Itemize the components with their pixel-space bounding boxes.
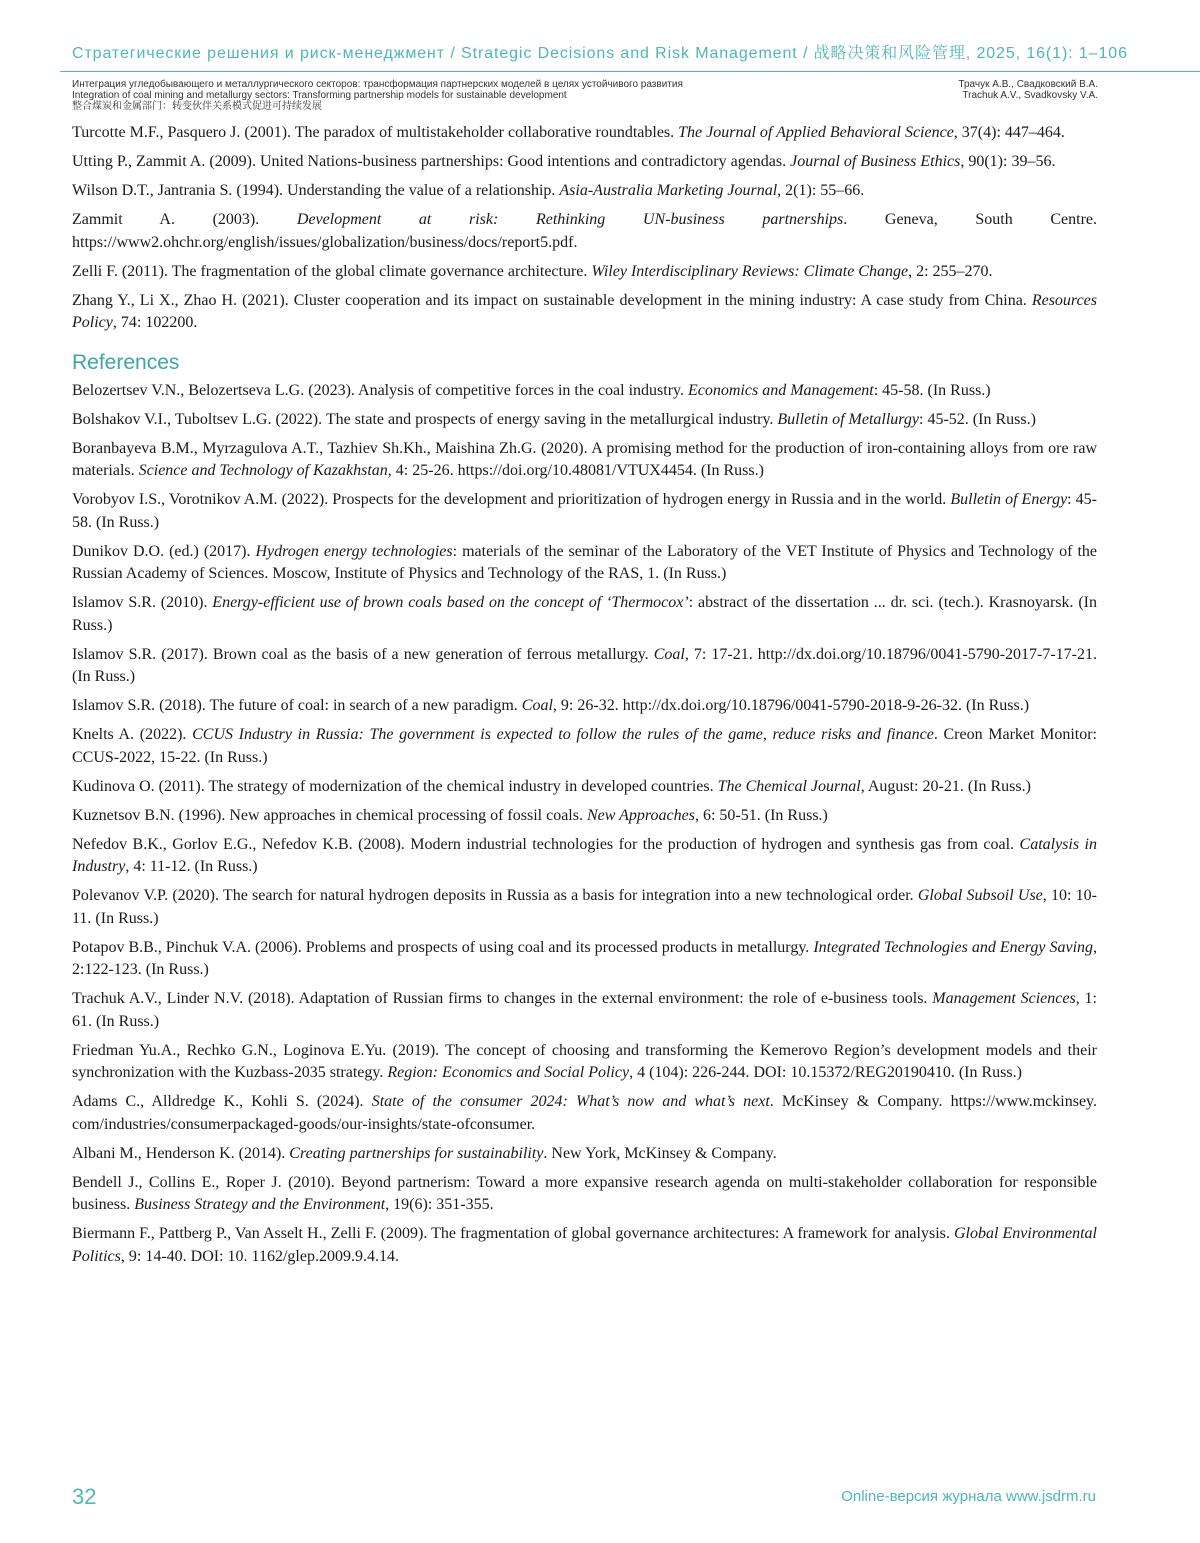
reference-entry — [72, 1091, 1097, 1136]
reference-text: Knelts A. (2022). — [72, 726, 192, 743]
reference-details: , 74: 102200. — [113, 314, 197, 331]
reference-details: , 90(1): 39–56. — [960, 153, 1055, 170]
reference-entry — [72, 592, 1097, 637]
reference-source-title: Wiley Interdisciplinary Reviews: Climate Change — [591, 263, 908, 280]
reference-details: : 45-58. (In Russ.) — [72, 491, 1097, 531]
reference-text: Polevanov V.P. (2020). The search for natural hydrogen deposits in Russia as a basis for integration into a new technological order. — [72, 887, 918, 904]
reference-details: : materials of the seminar of the Laboratory of the VET Institute of Physics and Technology of the Russian Academy of Sciences. Moscow, Institute of Physics and Technology of the RAS, 1. (In Russ.) — [72, 543, 1097, 583]
reference-text: Zammit A. (2003). — [72, 211, 297, 228]
reference-entry — [72, 290, 1097, 335]
reference-entry — [72, 1040, 1097, 1085]
reference-entry — [72, 1172, 1097, 1217]
reference-source-title: State of the consumer 2024: What’s now and what’s next — [372, 1093, 770, 1110]
reference-entry — [72, 489, 1097, 534]
reference-source-title: Economics and Management — [688, 382, 874, 399]
reference-entry — [72, 541, 1097, 586]
reference-text: Islamov S.R. (2010). — [72, 594, 212, 611]
reference-text: Kuznetsov B.N. (1996). New approaches in chemical processing of fossil coals. — [72, 807, 587, 824]
reference-source-title: Journal of Business Ethics — [790, 153, 960, 170]
reference-source-title: Business Strategy and the Environment — [134, 1196, 385, 1213]
reference-text: Bendell J., Collins E., Roper J. (2010). Beyond partnerism: Toward a more expansive research agenda on multi-stakeholder collaboration for responsible business. — [72, 1174, 1097, 1214]
header-divider — [60, 71, 1200, 72]
reference-text: Islamov S.R. (2018). The future of coal: in search of a new paradigm. — [72, 697, 522, 714]
reference-text: Bolshakov V.I., Tuboltsev L.G. (2022). The state and prospects of energy saving in the metallurgical industry. — [72, 411, 777, 428]
reference-details: , 4 (104): 226-244. DOI: 10.15372/REG20190410. (In Russ.) — [629, 1064, 1022, 1081]
reference-text: Kudinova O. (2011). The strategy of modernization of the chemical industry in developed countries. — [72, 778, 718, 795]
reference-entry — [72, 1143, 1097, 1166]
reference-entry — [72, 209, 1097, 254]
reference-text: Zhang Y., Li X., Zhao H. (2021). Cluster cooperation and its impact on sustainable development in the mining industry: A case study from China. — [72, 292, 1032, 309]
reference-details: , 9: 26-32. http://dx.doi.org/10.18796/0041-5790-2018-9-26-32. (In Russ.) — [553, 697, 1029, 714]
reference-details: : 45-58. (In Russ.) — [874, 382, 991, 399]
reference-source-title: Global Environmental Politics — [72, 1225, 1097, 1265]
reference-entry — [72, 380, 1097, 403]
reference-source-title: Energy-efficient use of brown coals based on the concept of ‘Thermocox’ — [212, 594, 688, 611]
page-number: 32 — [72, 1484, 96, 1510]
reference-details: , 37(4): 447–464. — [954, 124, 1065, 141]
reference-details: : 45-52. (In Russ.) — [919, 411, 1036, 428]
reference-source-title: Coal — [522, 697, 553, 714]
reference-source-title: CCUS Industry in Russia: The government is expected to follow the rules of the game, reduce risks and finance — [192, 726, 934, 743]
reference-text: Zelli F. (2011). The fragmentation of the global climate governance architecture. — [72, 263, 591, 280]
reference-entry — [72, 1223, 1097, 1268]
reference-details: , 19(6): 351-355. — [385, 1196, 493, 1213]
reference-source-title: Creating partnerships for sustainability — [289, 1145, 543, 1162]
reference-text: Trachuk A.V., Linder N.V. (2018). Adaptation of Russian firms to changes in the external environment: the role of e-business tools. — [72, 990, 932, 1007]
reference-details: , 1: 61. (In Russ.) — [72, 990, 1097, 1030]
article-authors-ru: Трачук А.В., Свадковский В.А. — [958, 79, 1098, 90]
reference-source-title: Asia-Australia Marketing Journal — [559, 182, 777, 199]
reference-entry — [72, 988, 1097, 1033]
reference-details: , 2:122-123. (In Russ.) — [72, 939, 1097, 979]
references-heading: References — [72, 349, 1097, 377]
reference-details: , August: 20-21. (In Russ.) — [861, 778, 1031, 795]
reference-text: Biermann F., Pattberg P., Van Asselt H., Zelli F. (2009). The fragmentation of global governance architectures: A framework for analysis. — [72, 1225, 954, 1242]
reference-source-title: Bulletin of Energy — [950, 491, 1067, 508]
reference-source-title: Science and Technology of Kazakhstan — [139, 462, 388, 479]
reference-details: , 7: 17-21. http://dx.doi.org/10.18796/0041-5790-2017-7-17-21. (In Russ.) — [72, 646, 1097, 686]
reference-entry — [72, 409, 1097, 432]
reference-text: Wilson D.T., Jantrania S. (1994). Understanding the value of a relationship. — [72, 182, 559, 199]
reference-details: . McKinsey & Company. https://www.mckinsey. com/industries/consumerpackaged-goods/our-insights/state-ofconsumer. — [72, 1093, 1097, 1133]
reference-details: , 2: 255–270. — [908, 263, 992, 280]
reference-details: , 6: 50-51. (In Russ.) — [695, 807, 828, 824]
reference-details: , 9: 14-40. DOI: 10. 1162/glep.2009.9.4.14. — [121, 1248, 399, 1265]
reference-content — [72, 122, 1097, 1275]
reference-text: Friedman Yu.A., Rechko G.N., Loginova E.Yu. (2019). The concept of choosing and transforming the Kemerovo Region’s development models and their synchronization with the Kuzbass-2035 strategy. — [72, 1042, 1097, 1082]
reference-entry — [72, 438, 1097, 483]
reference-details: . Creon Market Monitor: CCUS-2022, 15-22. (In Russ.) — [72, 726, 1097, 766]
reference-list — [72, 380, 1097, 1269]
reference-entry — [72, 151, 1097, 174]
reference-text: Albani M., Henderson K. (2014). — [72, 1145, 289, 1162]
reference-entry — [72, 122, 1097, 145]
reference-details: : abstract of the dissertation ... dr. sci. (tech.). Krasnoyarsk. (In Russ.) — [72, 594, 1097, 634]
reference-source-title: Coal — [654, 646, 685, 663]
article-authors-en: Trachuk A.V., Svadkovsky V.A. — [962, 90, 1098, 101]
reference-text: Islamov S.R. (2017). Brown coal as the basis of a new generation of ferrous metallurgy. — [72, 646, 654, 663]
reference-source-title: Integrated Technologies and Energy Saving — [813, 939, 1093, 956]
reference-entry — [72, 644, 1097, 689]
reference-source-title: Management Sciences — [932, 990, 1075, 1007]
footer-online-link[interactable]: Online-версия журнала www.jsdrm.ru — [841, 1488, 1096, 1505]
reference-text: Adams C., Alldredge K., Kohli S. (2024). — [72, 1093, 372, 1110]
reference-entry — [72, 724, 1097, 769]
reference-list-top — [72, 122, 1097, 335]
reference-entry — [72, 885, 1097, 930]
article-title-en: Integration of coal mining and metallurgy sectors: Transforming partnership models for sustainable development — [72, 90, 567, 101]
article-title-ru: Интеграция угледобывающего и металлургического секторов: трансформация партнерских моделей в целях устойчивого развития — [72, 79, 683, 90]
reference-details: . Geneva, South Centre. https://www2.ohchr.org/english/issues/globalization/business/docs/report5.pdf. — [72, 211, 1097, 251]
reference-text: Belozertsev V.N., Belozertseva L.G. (2023). Analysis of competitive forces in the coal industry. — [72, 382, 688, 399]
reference-source-title: Catalysis in Industry — [72, 836, 1097, 876]
reference-source-title: Development at risk: Rethinking UN-business partnerships — [297, 211, 843, 228]
reference-source-title: New Approaches — [587, 807, 695, 824]
reference-entry — [72, 180, 1097, 203]
reference-source-title: Bulletin of Metallurgy — [777, 411, 919, 428]
running-title — [72, 79, 1098, 112]
reference-source-title: Resources Policy — [72, 292, 1097, 332]
reference-source-title: Hydrogen energy technologies — [255, 543, 452, 560]
journal-header: Стратегические решения и риск-менеджмент / Strategic Decisions and Risk Management / 战略决策和风险管理, 2025, 16(1): 1–106 — [72, 40, 1102, 63]
reference-text: Potapov B.B., Pinchuk V.A. (2006). Problems and prospects of using coal and its processed products in metallurgy. — [72, 939, 813, 956]
reference-text: Vorobyov I.S., Vorotnikov A.M. (2022). Prospects for the development and prioritization of hydrogen energy in Russia and in the world. — [72, 491, 950, 508]
reference-details: , 2(1): 55–66. — [777, 182, 864, 199]
reference-entry — [72, 776, 1097, 799]
reference-entry — [72, 937, 1097, 982]
reference-text: Utting P., Zammit A. (2009). United Nations-business partnerships: Good intentions and contradictory agendas. — [72, 153, 790, 170]
reference-text: Dunikov D.O. (ed.) (2017). — [72, 543, 255, 560]
reference-details: , 4: 25-26. https://doi.org/10.48081/VTUX4454. (In Russ.) — [388, 462, 764, 479]
reference-entry — [72, 261, 1097, 284]
reference-source-title: The Journal of Applied Behavioral Science — [678, 124, 954, 141]
reference-source-title: The Chemical Journal — [718, 778, 861, 795]
reference-text: Nefedov B.K., Gorlov E.G., Nefedov K.B. (2008). Modern industrial technologies for the production of hydrogen and synthesis gas from coal. — [72, 836, 1020, 853]
reference-entry — [72, 695, 1097, 718]
reference-entry — [72, 805, 1097, 828]
reference-details: , 4: 11-12. (In Russ.) — [125, 858, 257, 875]
reference-details: , 10: 10-11. (In Russ.) — [72, 887, 1097, 927]
reference-source-title: Global Subsoil Use — [918, 887, 1043, 904]
reference-entry — [72, 834, 1097, 879]
reference-text: Turcotte M.F., Pasquero J. (2001). The paradox of multistakeholder collaborative roundtables. — [72, 124, 678, 141]
article-title-zh: 整合煤炭和金属部门：转变伙伴关系模式促进可持续发展 — [72, 101, 322, 112]
reference-source-title: Region: Economics and Social Policy — [387, 1064, 629, 1081]
reference-text: Boranbayeva B.M., Myrzagulova A.T., Tazhiev Sh.Kh., Maishina Zh.G. (2020). A promising method for the production of iron-containing alloys from ore raw materials. — [72, 440, 1097, 480]
reference-details: . New York, McKinsey & Company. — [543, 1145, 776, 1162]
